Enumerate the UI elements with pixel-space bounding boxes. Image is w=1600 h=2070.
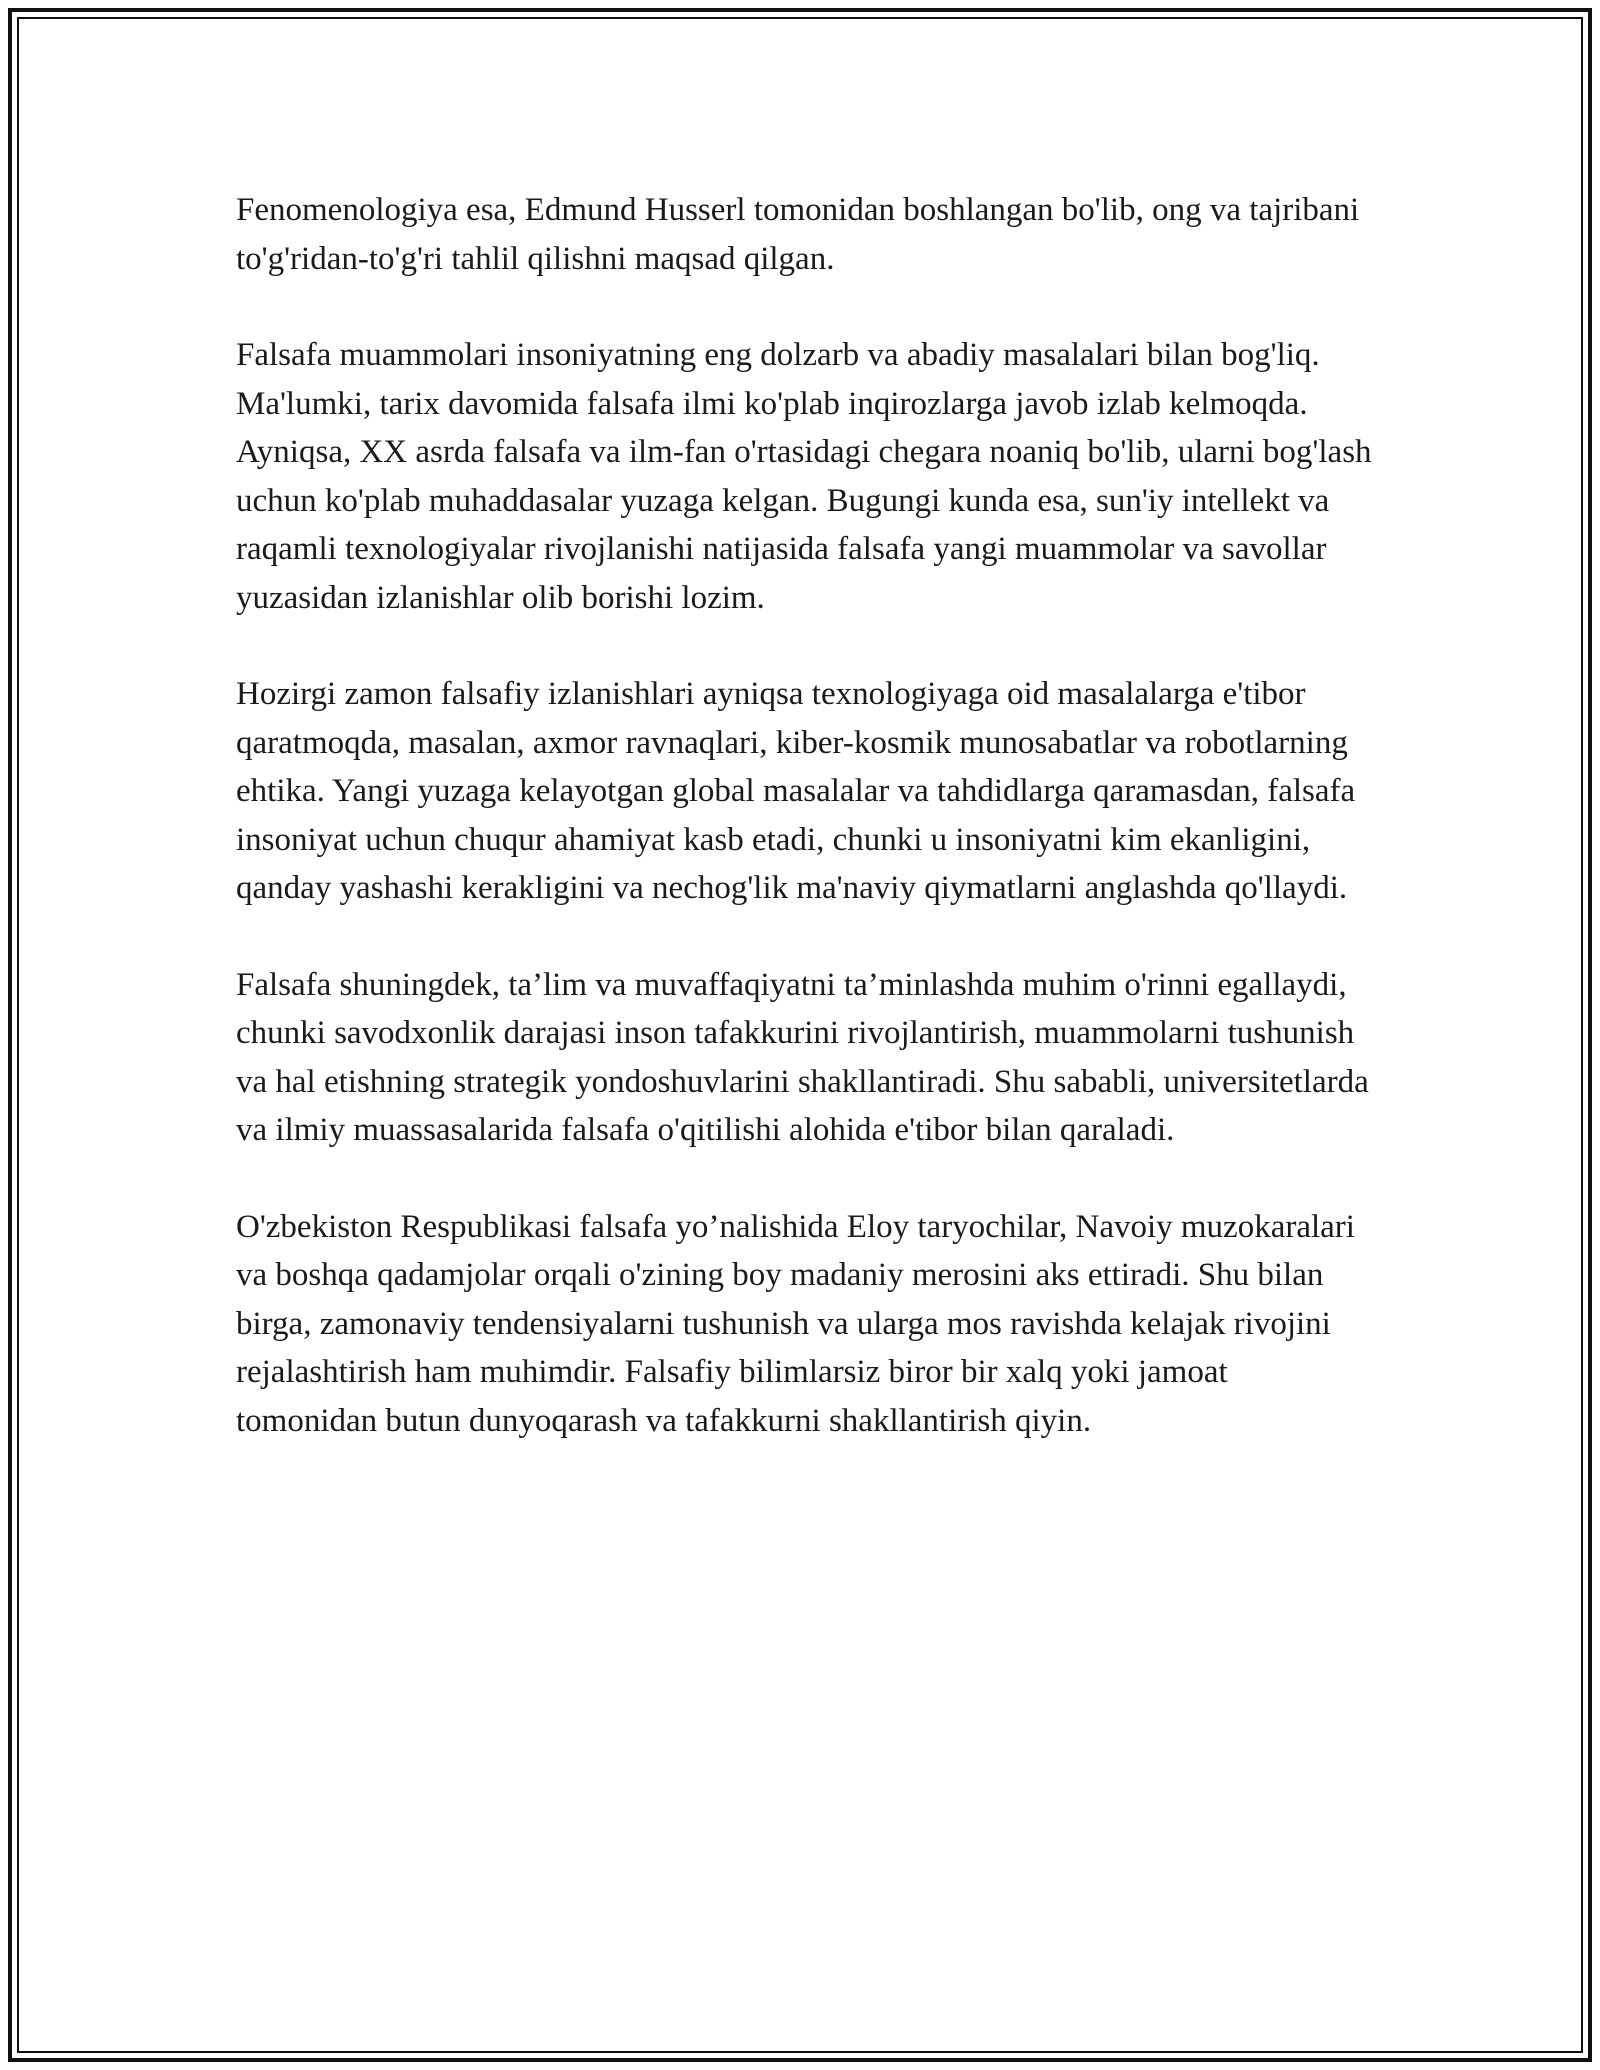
- document-body: [236, 186, 1376, 1493]
- paragraph-phenomenology: Fenomenologiya esa, Edmund Husserl tomonidan boshlangan bo'lib, ong va tajribani to'g'ridan-to'g'ri tahlil qilishni maqsad qilgan.: [236, 192, 1360, 277]
- paragraph-uzbekistan: O'zbekiston Respublikasi falsafa yo’nalishida Eloy taryochilar, Navoiy muzokaralari va boshqa qadamjolar orqali o'zining boy madaniy merosini aks ettiradi. Shu bilan birga, zamonaviy tendensiyalarni tushunish va ularga mos ravishda kelajak rivojini rejalashtirish ham muhimdir. Falsafiy bilimlarsiz biror bir xalq yoki jamoat tomonidan butun dunyoqarash va tafakkurni shakllantirish qiyin.: [236, 1208, 1355, 1439]
- paragraph-education: Falsafa shuningdek, ta’lim va muvaffaqiyatni ta’minlashda muhim o'rinni egallaydi, chunki savodxonlik darajasi inson tafakkurini rivojlantirish, muammolarni tushunish va hal etishning strategik yondoshuvlarini shakllantiradi. Shu sababli, universitetlarda va ilmiy muassasalarida falsafa o'qitilishi alohida e'tibor bilan qaraladi.: [236, 966, 1369, 1148]
- paragraph-modern-research: Hozirgi zamon falsafiy izlanishlari ayniqsa texnologiyaga oid masalalarga e'tibor qaratmoqda, masalan, axmor ravnaqlari, kiber-kosmik munosabatlar va robotlarning ehtika. Yangi yuzaga kelayotgan global masalalar va tahdidlarga qaramasdan, falsafa insoniyat uchun chuqur ahamiyat kasb etadi, chunki u insoniyatni kim ekanligini, qanday yashashi kerakligini va nechog'lik ma'naviy qiymatlarni anglashda qo'llaydi.: [236, 676, 1356, 906]
- paragraph-philosophy-problems: Falsafa muammolari insoniyatning eng dolzarb va abadiy masalalari bilan bog'liq. Ma'lumki, tarix davomida falsafa ilmi ko'plab inqirozlarga javob izlab kelmoqda. Ayniqsa, XX asrda falsafa va ilm-fan o'rtasidagi chegara noaniq bo'lib, ularni bog'lash uchun ko'plab muhaddasalar yuzaga kelgan. Bugungi kunda esa, sun'iy intellekt va raqamli texnologiyalar rivojlanishi natijasida falsafa yangi muammolar va savollar yuzasidan izlanishlar olib borishi lozim.: [236, 337, 1372, 616]
